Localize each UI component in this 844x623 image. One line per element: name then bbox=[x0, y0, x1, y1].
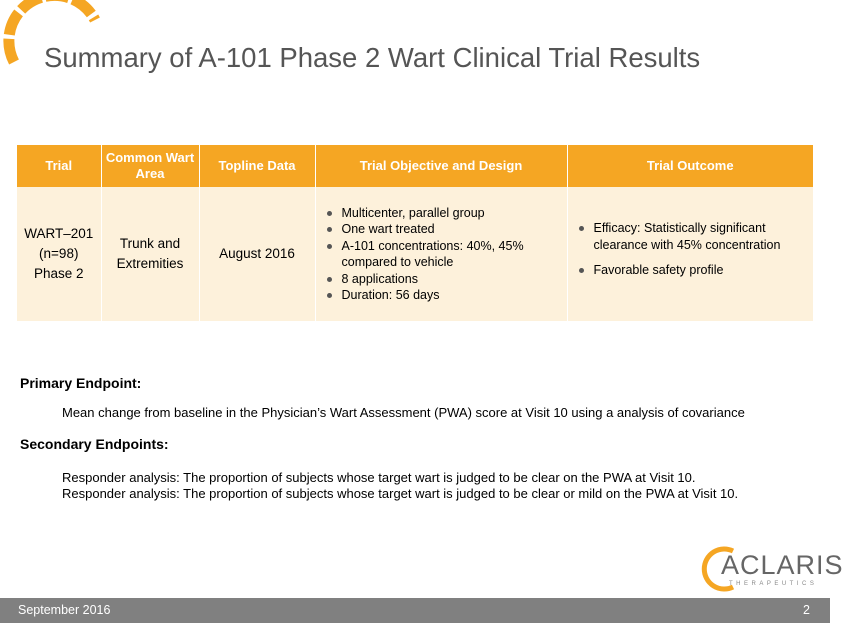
trial-summary-table bbox=[17, 145, 813, 321]
primary-endpoint-text: Mean change from baseline in the Physician’s Wart Assessment (PWA) score at Visit 10 using a analysis of covariance bbox=[62, 405, 745, 420]
header-trial-outcome: Trial Outcome bbox=[567, 145, 813, 187]
trial-id: WART–201 bbox=[24, 226, 94, 241]
trial-phase: Phase 2 bbox=[33, 266, 84, 281]
primary-endpoint-heading: Primary Endpoint: bbox=[20, 375, 142, 391]
cell-topline: August 2016 bbox=[199, 187, 315, 321]
trial-n: (n=98) bbox=[39, 246, 79, 261]
table-header-row bbox=[17, 145, 813, 187]
cell-trial bbox=[17, 187, 101, 321]
list-item: Favorable safety profile bbox=[594, 262, 808, 279]
cell-design bbox=[315, 187, 567, 321]
list-item: 8 applications bbox=[342, 271, 561, 288]
area-line2: Extremities bbox=[116, 256, 184, 271]
header-trial-objective-design: Trial Objective and Design bbox=[315, 145, 567, 187]
secondary-endpoint-heading: Secondary Endpoints: bbox=[20, 436, 169, 452]
list-item: Multicenter, parallel group bbox=[342, 205, 561, 222]
header-trial: Trial bbox=[17, 145, 101, 187]
logo-subtitle: THERAPEUTICS bbox=[729, 581, 818, 587]
list-item: Efficacy: Statistically significant clearance with 45% concentration bbox=[594, 220, 808, 253]
header-topline-data: Topline Data bbox=[199, 145, 315, 187]
slide-title: Summary of A-101 Phase 2 Wart Clinical Trial Results bbox=[44, 42, 701, 73]
table-row bbox=[17, 187, 813, 321]
cell-area bbox=[101, 187, 199, 321]
list-item: One wart treated bbox=[342, 221, 561, 238]
area-line1: Trunk and bbox=[119, 236, 181, 251]
secondary-endpoint-text-2: Responder analysis: The proportion of subjects whose target wart is judged to be clear or mild on the PWA at Visit 10. bbox=[62, 486, 739, 501]
design-list bbox=[322, 205, 561, 304]
aclaris-logo bbox=[703, 545, 844, 595]
logo-wordmark: ACLARIS bbox=[721, 550, 844, 580]
list-item: A-101 concentrations: 40%, 45% compared to vehicle bbox=[342, 238, 561, 271]
page-number: 2 bbox=[803, 603, 810, 617]
outcome-list bbox=[574, 220, 808, 279]
secondary-endpoint-text-1: Responder analysis: The proportion of subjects whose target wart is judged to be clear on the PWA at Visit 10. bbox=[62, 470, 696, 485]
cell-outcome bbox=[567, 187, 813, 321]
footer-date: September 2016 bbox=[18, 603, 111, 617]
footer-bar bbox=[0, 598, 830, 623]
list-item: Duration: 56 days bbox=[342, 287, 561, 304]
header-common-wart-area: Common Wart Area bbox=[101, 145, 199, 187]
